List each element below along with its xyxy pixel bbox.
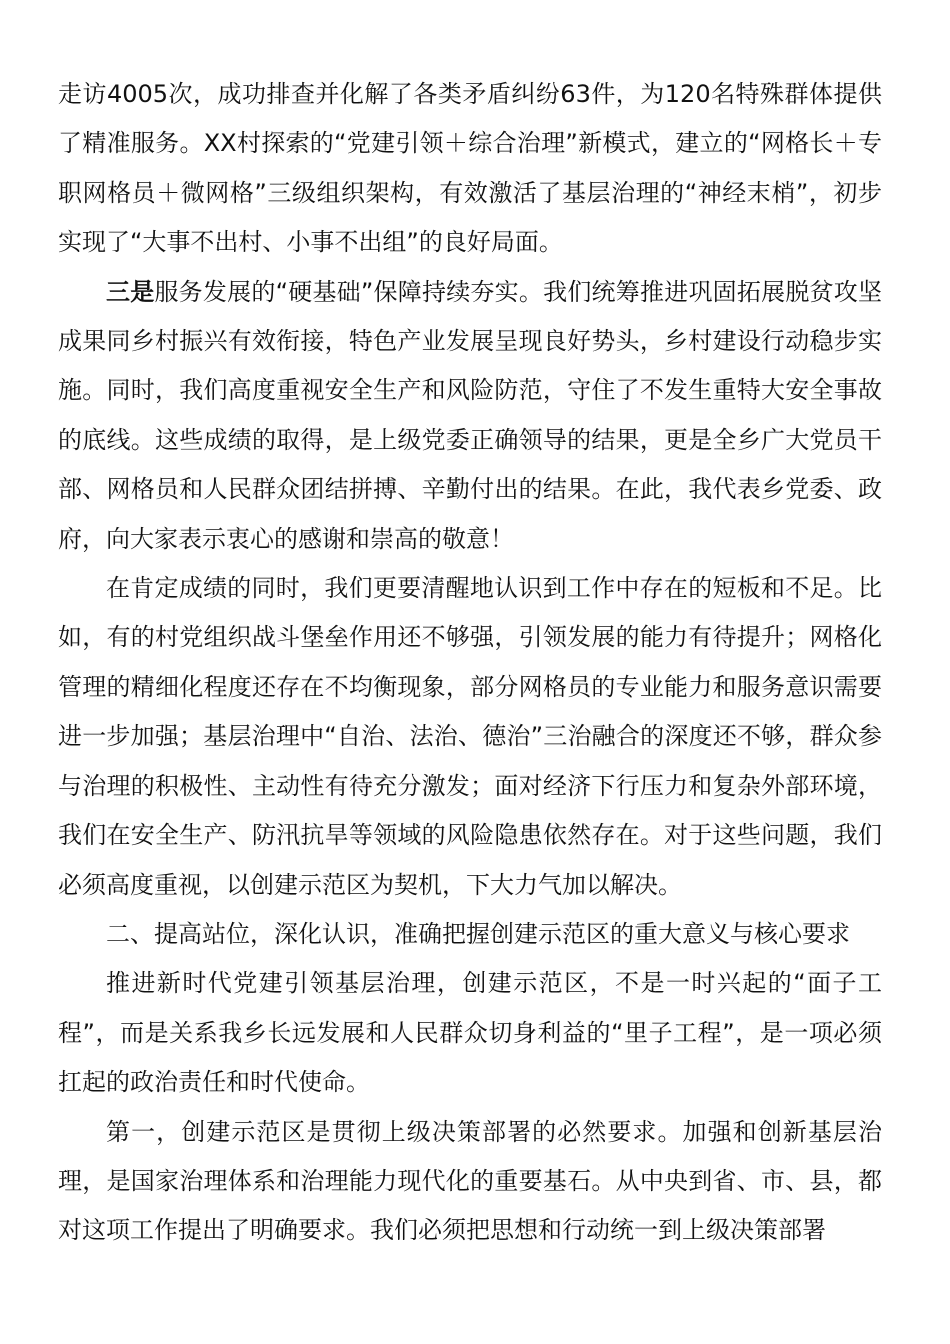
paragraph-third-point — [58, 268, 882, 564]
section-heading: 二、提高站位，深化认识，准确把握创建示范区的重大意义与核心要求 — [106, 919, 850, 948]
document-page — [58, 70, 882, 1256]
paragraph-text: 推进新时代党建引领基层治理，创建示范区，不是一时兴起的“面子工程”，而是关系我乡长远发展和人民群众切身利益的“里子工程”，是一项必须扛起的政治责任和时代使命。 — [58, 969, 882, 1097]
paragraph-text: 在肯定成绩的同时，我们更要清醒地认识到工作中存在的短板和不足。比如，有的村党组织战斗堡垒作用还不够强，引领发展的能力有待提升；网格化管理的精细化程度还存在不均衡现象，部分网格员的专业能力和服务意识需要进一步加强；基层治理中“自治、法治、德治”三治融合的深度还不够，群众参与治理的积极性、主动性有待充分激发；面对经济下行压力和复杂外部环境，我们在安全生产、防汛抗旱等领域的风险隐患依然存在。对于这些问题，我们必须高度重视，以创建示范区为契机，下大力气加以解决。 — [58, 574, 882, 899]
paragraph-text: 第一，创建示范区是贯彻上级决策部署的必然要求。加强和创新基层治理，是国家治理体系和治理能力现代化的重要基石。从中央到省、市、县，都对这项工作提出了明确要求。我们必须把思想和行动统一到上级决策部署 — [58, 1117, 882, 1245]
paragraph-first-point — [58, 1108, 882, 1256]
paragraph-shortcomings — [58, 564, 882, 910]
paragraph-significance — [58, 959, 882, 1107]
paragraph-text: 走访4005次，成功排查并化解了各类矛盾纠纷63件，为120名特殊群体提供了精准服务。XX村探索的“党建引领＋综合治理”新模式，建立的“网格长＋专职网格员＋微网格”三级组织架构，有效激活了基层治理的“神经末梢”，初步实现了“大事不出村、小事不出组”的良好局面。 — [58, 80, 882, 257]
paragraph-continuation — [58, 70, 882, 268]
paragraph-text: 服务发展的“硬基础”保障持续夯实。我们统筹推进巩固拓展脱贫攻坚成果同乡村振兴有效衔接，特色产业发展呈现良好势头，乡村建设行动稳步实施。同时，我们高度重视安全生产和风险防范，守住了不发生重特大安全事故的底线。这些成绩的取得，是上级党委正确领导的结果，更是全乡广大党员干部、网格员和人民群众团结拼搏、辛勤付出的结果。在此，我代表乡党委、政府，向大家表示衷心的感谢和崇高的敬意！ — [58, 277, 882, 553]
paragraph-lead: 三是 — [106, 277, 155, 306]
